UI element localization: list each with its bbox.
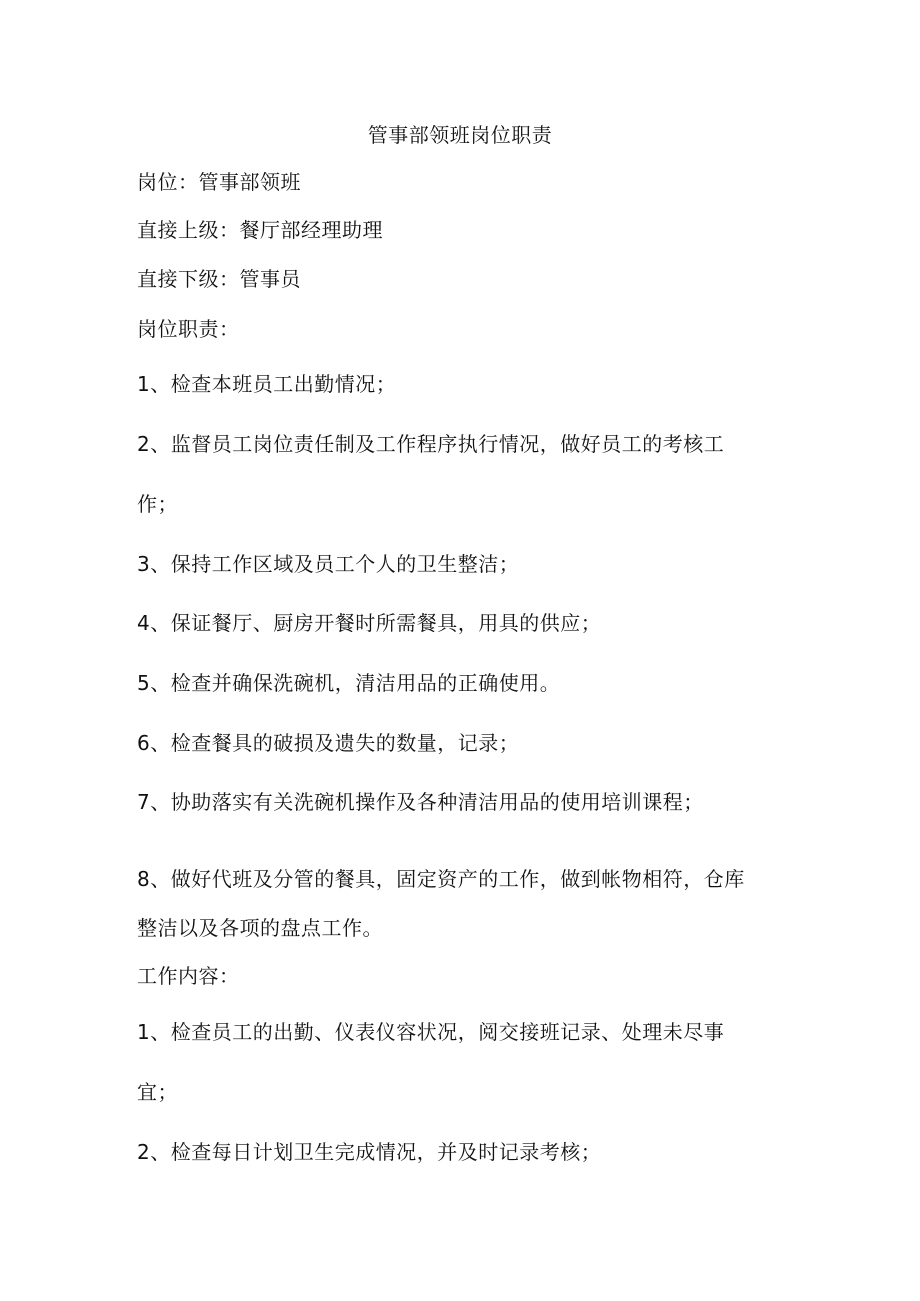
work-item: 2、检查每日计划卫生完成情况，并及时记录考核； <box>137 1140 602 1164</box>
duty-item-continuation: 作； <box>137 492 178 516</box>
duty-item: 8、做好代班及分管的餐具，固定资产的工作，做到帐物相符，仓库 <box>137 867 745 891</box>
duty-item: 2、监督员工岗位责任制及工作程序执行情况，做好员工的考核工 <box>137 432 725 456</box>
duty-item: 7、协助落实有关洗碗机操作及各种清洁用品的使用培训课程； <box>137 790 704 814</box>
direct-superior-line: 直接上级：餐厅部经理助理 <box>137 218 383 242</box>
duty-item-continuation: 整洁以及各项的盘点工作。 <box>137 916 383 940</box>
work-item: 1、检查员工的出勤、仪表仪容状况，阅交接班记录、处理未尽事 <box>137 1020 725 1044</box>
duty-item: 4、保证餐厅、厨房开餐时所需餐具，用具的供应； <box>137 611 602 635</box>
work-heading: 工作内容： <box>137 964 240 988</box>
duty-item: 1、检查本班员工出勤情况； <box>137 372 397 396</box>
duty-item: 6、检查餐具的破损及遗失的数量，记录； <box>137 731 520 755</box>
duty-item: 5、检查并确保洗碗机，清洁用品的正确使用。 <box>137 671 561 695</box>
document-title: 管事部领班岗位职责 <box>367 123 553 147</box>
duties-heading: 岗位职责： <box>137 317 240 341</box>
duty-item: 3、保持工作区域及员工个人的卫生整洁； <box>137 552 520 576</box>
position-line: 岗位：管事部领班 <box>137 170 301 194</box>
direct-subordinate-line: 直接下级：管事员 <box>137 267 301 291</box>
work-item-continuation: 宜； <box>137 1080 178 1104</box>
